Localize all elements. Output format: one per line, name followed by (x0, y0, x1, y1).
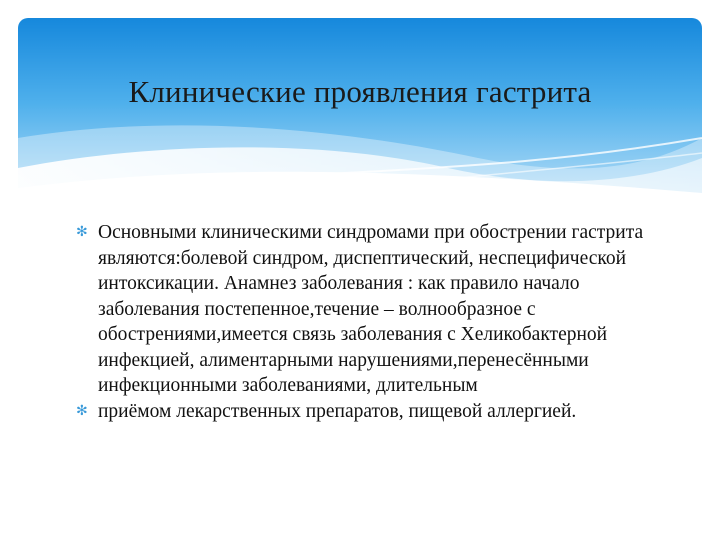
header-banner (18, 18, 702, 208)
bullet-text: приёмом лекарственных препаратов, пищевой аллергией. (98, 400, 577, 422)
asterisk-bullet-icon: ✻ (76, 402, 88, 419)
bullet-item (76, 399, 676, 425)
bullet-list (76, 220, 676, 424)
header-wave-background (18, 18, 702, 208)
bullet-text: Основными клиническими синдромами при обострении гастрита являются:болевой синдром, диспептический, неспецифической интоксикации. Анамнез заболевания : как правило начало заболевания постепенное,течение – волнообразное с обострениями,имеется связь заболевания с Хеликобактерной инфекцией, алиментарными нарушениями,перенесёнными инфекционными заболеваниями, длительным (98, 222, 644, 396)
slide-title: Клинические проявления гастрита (128, 74, 592, 109)
asterisk-bullet-icon: ✻ (76, 224, 88, 240)
bullet-item (76, 220, 676, 399)
